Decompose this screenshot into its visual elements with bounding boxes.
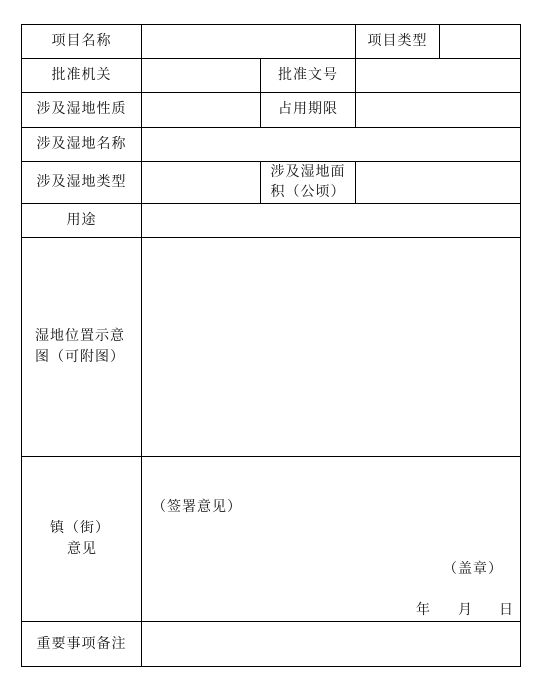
important-notes-field[interactable] [141,621,521,667]
approval-authority-field[interactable] [141,58,261,93]
wetland-type-label: 涉及湿地类型 [36,174,127,190]
project-name-field[interactable] [141,24,356,59]
purpose-field[interactable] [141,203,521,238]
project-type-label: 项目类型 [367,33,428,49]
day-label: 日 [499,602,514,618]
occupation-period-field[interactable] [355,92,521,128]
signature-opinion-text: （签署意见） [152,499,242,515]
project-type-field[interactable] [439,24,521,59]
purpose-label: 用途 [66,212,97,228]
seal-text: （盖章） [443,561,503,577]
approval-authority-label: 批准机关 [51,67,112,83]
approval-doc-no-field[interactable] [355,58,521,93]
town-opinion-field[interactable] [141,456,521,622]
project-name-label: 项目名称 [51,33,112,49]
location-map-field[interactable] [141,237,521,457]
wetland-nature-field[interactable] [141,92,261,128]
important-notes-label: 重要事项备注 [36,636,127,652]
month-label: 月 [458,602,473,618]
location-map-label-line1: 湿地位置示意 [35,328,125,344]
wetland-type-field[interactable] [141,161,261,204]
wetland-area-label-line1: 涉及湿地面 [270,164,346,180]
wetland-area-label-line2: 积（公顷） [270,184,346,200]
wetland-nature-label: 涉及湿地性质 [36,101,127,117]
approval-doc-no-label: 批准文号 [278,67,338,83]
location-map-label-line2: 图（可附图） [35,349,125,365]
wetland-area-field[interactable] [355,161,521,204]
town-opinion-label-line1: 镇（街） [50,520,110,536]
occupation-period-label: 占用期限 [278,101,338,117]
wetland-name-field[interactable] [141,127,521,162]
town-opinion-label-line2: 意见 [67,541,97,557]
wetland-name-label: 涉及湿地名称 [36,136,127,152]
year-label: 年 [416,602,431,618]
